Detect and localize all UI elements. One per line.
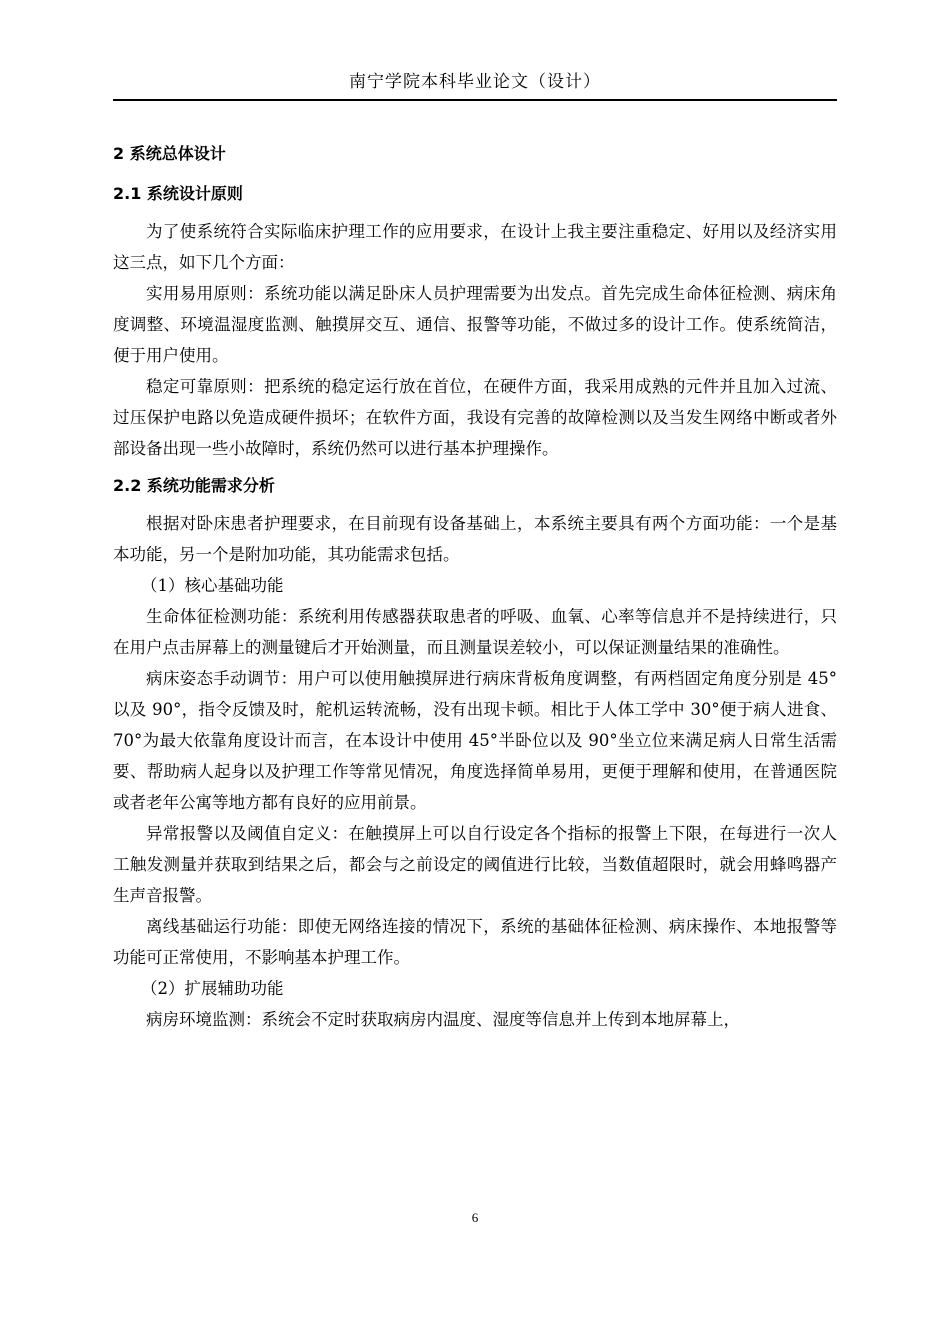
paragraph: 病床姿态手动调节：用户可以使用触摸屏进行病床背板角度调整，有两档固定角度分别是 45°以及 90°，指令反馈及时，舵机运转流畅，没有出现卡顿。相比于人体工学中 30°便于病人进食、70°为最大依靠角度设计而言，在本设计中使用 45°半卧位以及 90°坐立位来满足病人日常生活需要、帮助病人起身以及护理工作等常见情况，角度选择简单易用，更便于理解和使用，在普通医院或者老年公寓等地方都有良好的应用前景。: [113, 669, 837, 812]
page-header: 南宁学院本科毕业论文（设计）: [349, 72, 601, 92]
paragraph: 根据对卧床患者护理要求，在目前现有设备基础上，本系统主要具有两个方面功能：一个是基本功能，另一个是附加功能，其功能需求包括。: [113, 514, 837, 564]
header-divider: [113, 99, 837, 101]
paragraph: 实用易用原则：系统功能以满足卧床人员护理需要为出发点。首先完成生命体征检测、病床角度调整、环境温湿度监测、触摸屏交互、通信、报警等功能，不做过多的设计工作。使系统简洁，便于用户使用。: [113, 284, 837, 365]
list-item-heading: （1）核心基础功能: [141, 576, 284, 595]
paragraph: 生命体征检测功能：系统利用传感器获取患者的呼吸、血氧、心率等信息并不是持续进行，只在用户点击屏幕上的测量键后才开始测量，而且测量误差较小，可以保证测量结果的准确性。: [113, 607, 837, 657]
subsection-heading-2-1: 2.1 系统设计原则: [113, 184, 243, 203]
paragraph: 病房环境监测：系统会不定时获取病房内温度、湿度等信息并上传到本地屏幕上，: [146, 1010, 740, 1029]
paragraph: 为了使系统符合实际临床护理工作的应用要求，在设计上我主要注重稳定、好用以及经济实用这三点，如下几个方面：: [113, 222, 837, 272]
page-body: [113, 136, 837, 1035]
paragraph: 稳定可靠原则：把系统的稳定运行放在首位，在硬件方面，我采用成熟的元件并且加入过流、过压保护电路以免造成硬件损坏；在软件方面，我设有完善的故障检测以及当发生网络中断或者外部设备出现一些小故障时，系统仍然可以进行基本护理操作。: [113, 377, 837, 458]
paragraph: 异常报警以及阈值自定义：在触摸屏上可以自行设定各个指标的报警上下限，在每进行一次人工触发测量并获取到结果之后，都会与之前设定的阈值进行比较，当数值超限时，就会用蜂鸣器产生声音报警。: [113, 824, 837, 905]
list-item-heading: （2）扩展辅助功能: [141, 979, 284, 998]
page-number: 6: [471, 1210, 479, 1225]
paragraph: 离线基础运行功能：即使无网络连接的情况下，系统的基础体征检测、病床操作、本地报警等功能可正常使用，不影响基本护理工作。: [113, 917, 837, 967]
subsection-heading-2-2: 2.2 系统功能需求分析: [113, 476, 275, 495]
section-heading-2: 2 系统总体设计: [113, 144, 226, 163]
